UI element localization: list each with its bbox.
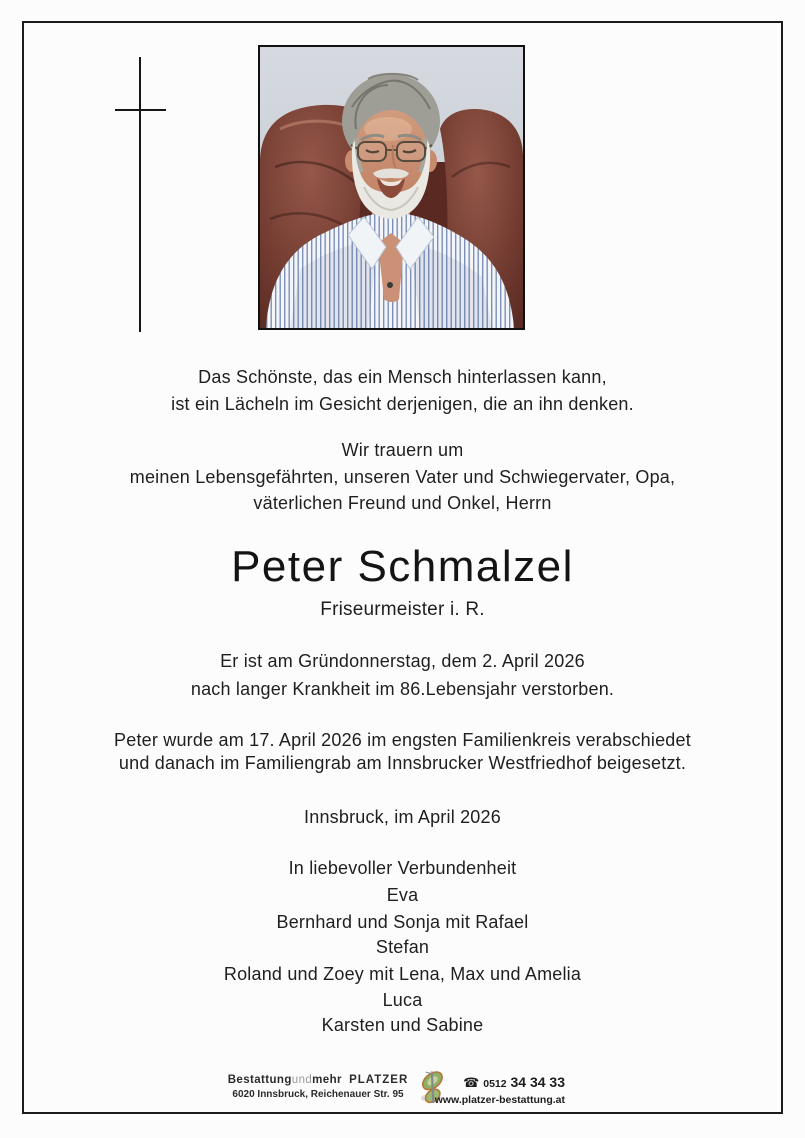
family-member: Karsten und Sabine xyxy=(321,1015,484,1035)
family-heading: In liebevoller Verbundenheit xyxy=(288,858,517,878)
mourning-intro-line2: meinen Lebensgefährten, unseren Vater und Schwiegervater, Opa, xyxy=(129,467,676,487)
phone-line xyxy=(380,1074,565,1091)
dateline: Innsbruck, im April 2026 xyxy=(304,807,501,827)
mourning-intro-line3: väterlichen Freund und Onkel, Herrn xyxy=(253,493,552,513)
family-member: Eva xyxy=(386,885,419,905)
portrait-photo xyxy=(258,45,525,330)
epigraph-line1: Das Schönste, das ein Mensch hinterlassen kann, xyxy=(198,367,607,387)
funeral-home-address: 6020 Innsbruck, Reichenauer Str. 95 xyxy=(232,1089,404,1100)
deceased-title: Friseurmeister i. R. xyxy=(320,599,485,620)
portrait-illustration xyxy=(260,47,523,328)
burial-notice-line2: und danach im Familiengrab am Innsbrucker Westfriedhof beigesetzt. xyxy=(118,753,687,773)
family-member: Bernhard und Sonja mit Rafael xyxy=(276,912,529,932)
phone-prefix: 0512 xyxy=(483,1078,507,1090)
family-member: Stefan xyxy=(375,937,430,957)
burial-notice-line1: Peter wurde am 17. April 2026 im engsten Familienkreis verabschiedet xyxy=(114,730,691,750)
brand-part3: mehr xyxy=(312,1074,342,1086)
deceased-name: Peter Schmalzel xyxy=(231,542,574,591)
telephone-icon: ☎ xyxy=(463,1076,480,1091)
epigraph-line2: ist ein Lächeln im Gesicht derjenigen, die an ihn denken. xyxy=(171,394,634,414)
family-member: Luca xyxy=(382,990,423,1010)
website-url: www.platzer-bestattung.at xyxy=(434,1094,565,1106)
brand-part1: Bestattung xyxy=(227,1074,292,1086)
death-notice-line1: Er ist am Gründonnerstag, dem 2. April 2026 xyxy=(220,651,585,671)
brand-part2: und xyxy=(291,1074,313,1086)
family-member: Roland und Zoey mit Lena, Max und Amelia xyxy=(223,964,582,984)
funeral-home-contact xyxy=(380,1074,565,1106)
death-notice-line2: nach langer Krankheit im 86.Lebensjahr verstorben. xyxy=(190,679,615,699)
brand-company: PLATZER xyxy=(349,1074,409,1086)
mourning-intro-line1: Wir trauern um xyxy=(341,440,464,460)
phone-number: 34 34 33 xyxy=(510,1074,565,1090)
